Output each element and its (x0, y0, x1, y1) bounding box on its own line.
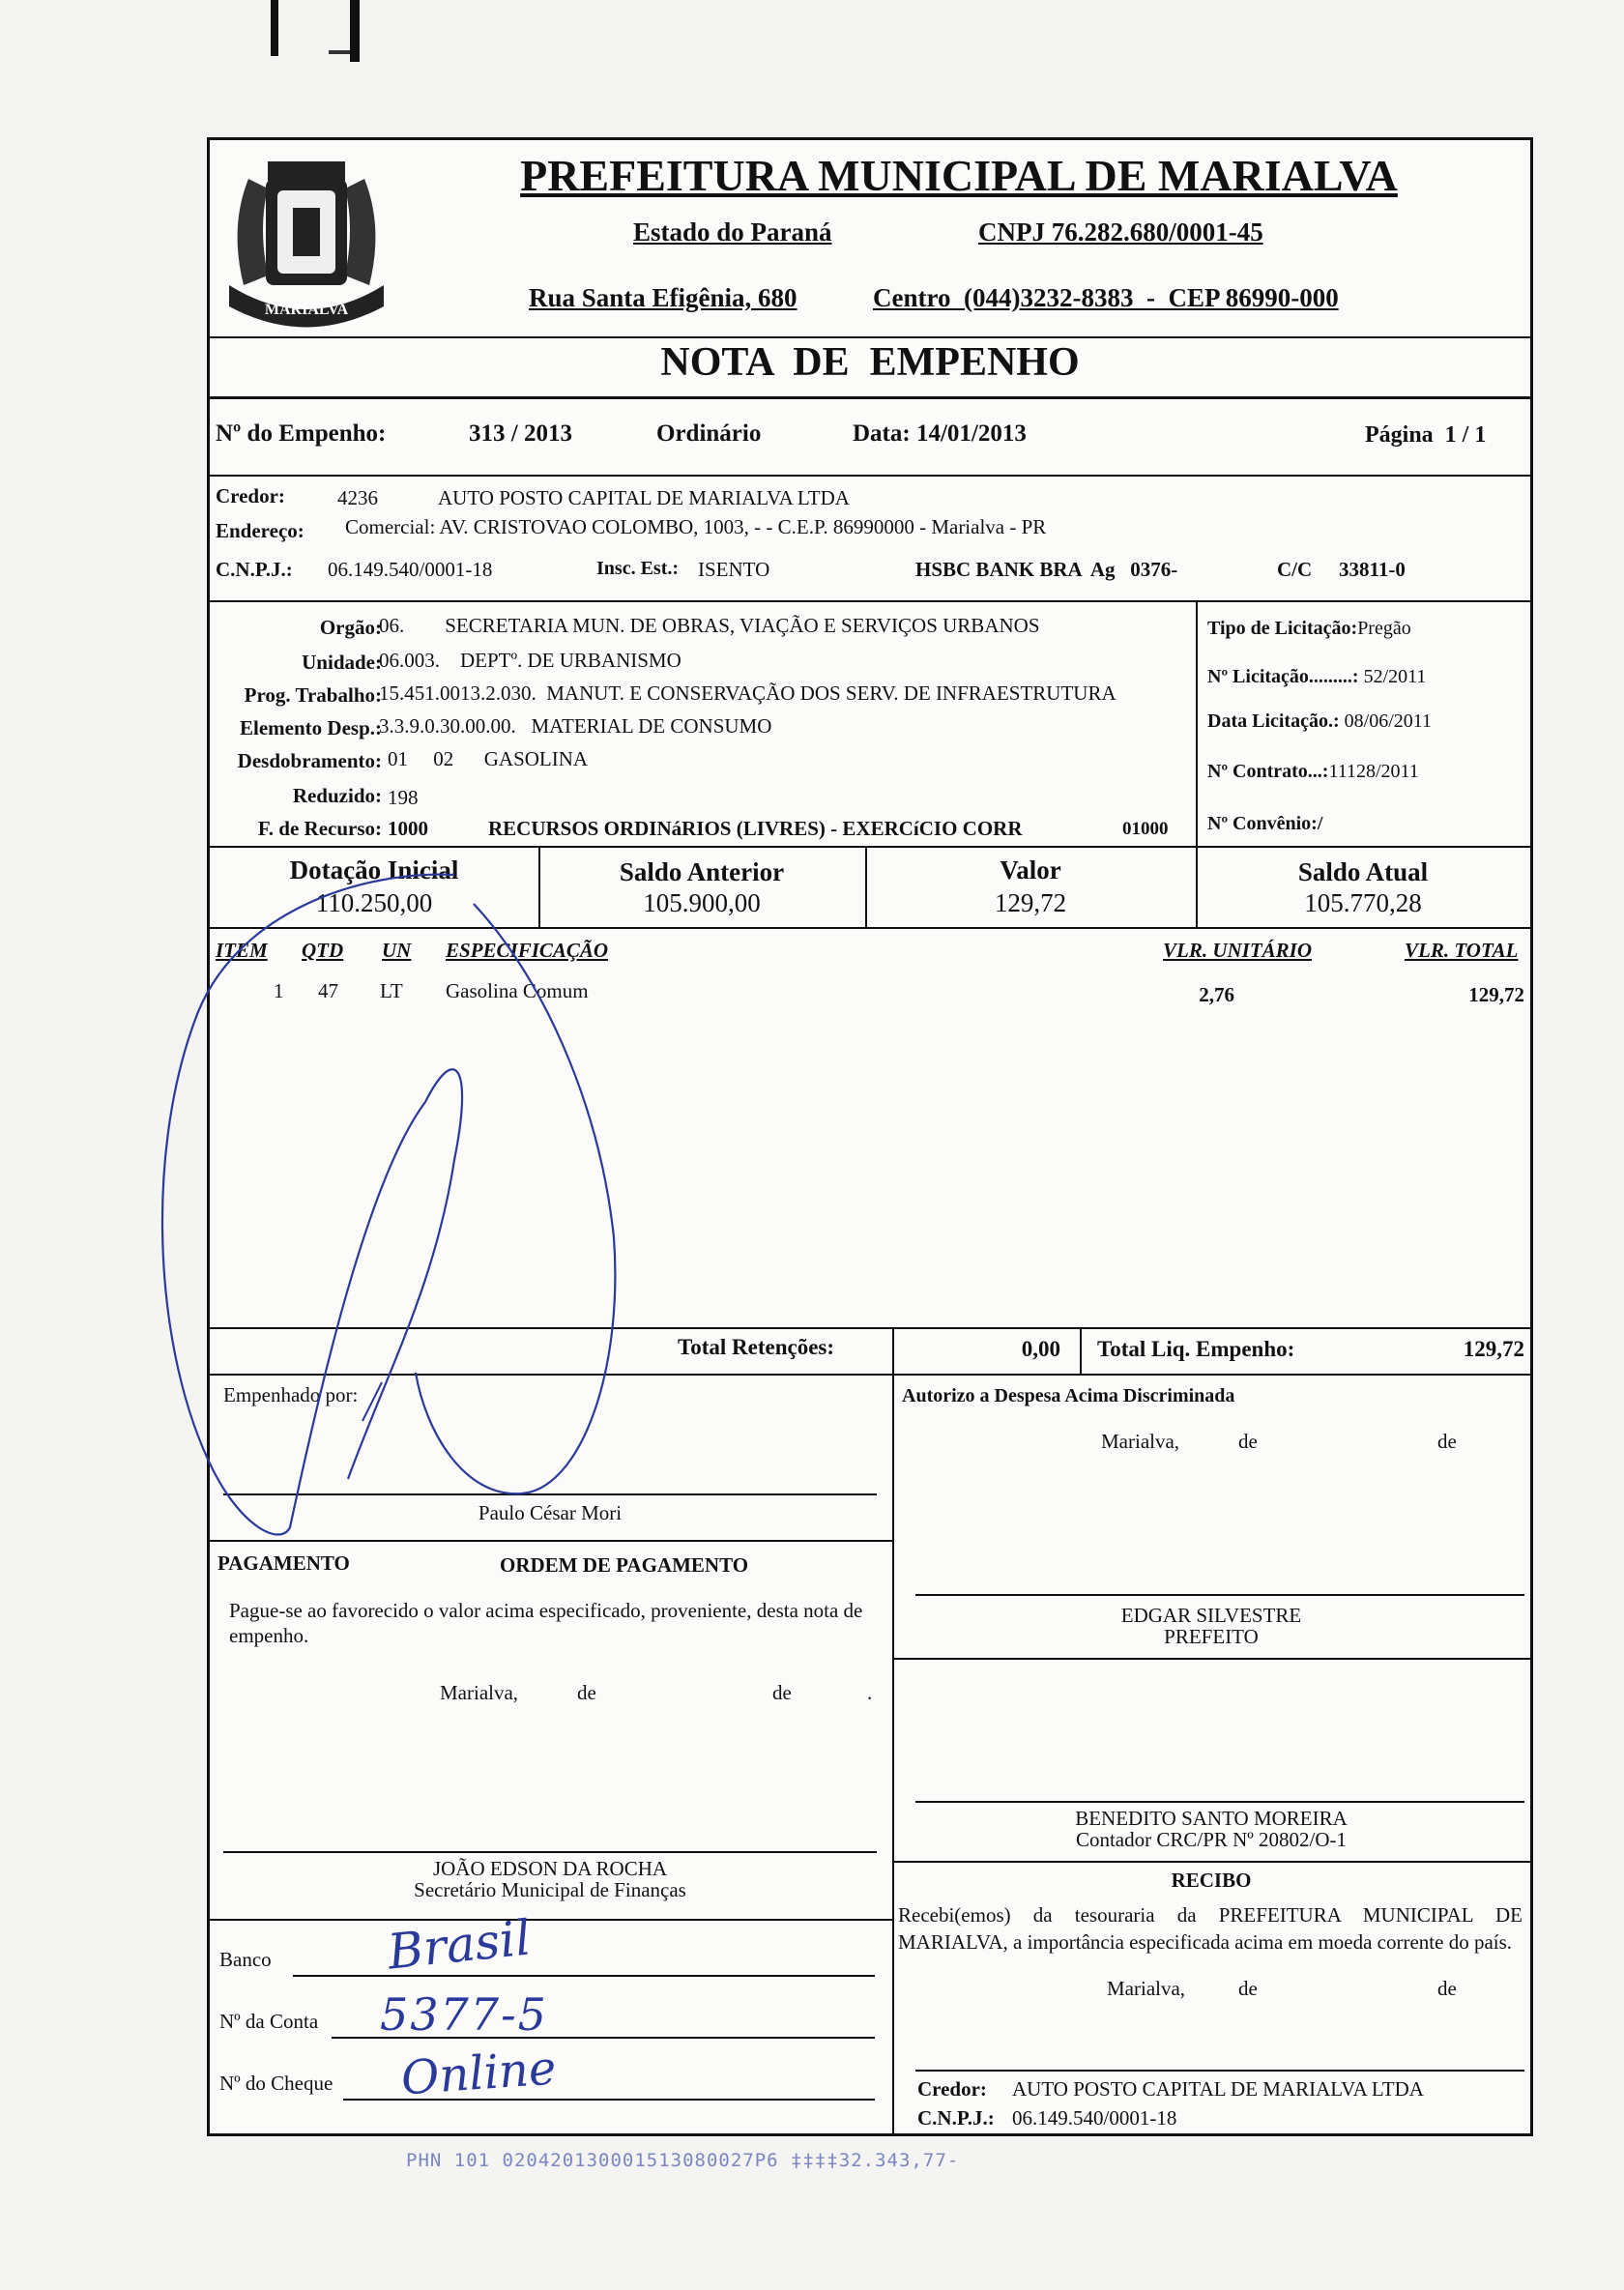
prog-label: Prog. Trabalho: (244, 683, 382, 707)
recibo-cnpj-value: 06.149.540/0001-18 (1012, 2106, 1177, 2130)
item-number: 1 (274, 979, 284, 1002)
pagamento-text: Pague-se ao favorecido o valor acima especificado, proveniente, desta nota de empenho. (229, 1599, 863, 1647)
conta-label: Nº da Conta (219, 2010, 319, 2033)
endereco-label: Endereço: (216, 519, 304, 542)
dotacao-inicial-label: Dotação Inicial (289, 855, 459, 884)
credor-address: Comercial: AV. CRISTOVAO COLOMBO, 1003, - - C.E.P. 86990000 - Marialva - PR (345, 515, 1047, 538)
credor-cnpj: 06.149.540/0001-18 (328, 558, 493, 581)
prefeito-name: EDGAR SILVESTRE (1120, 1604, 1302, 1627)
recibo-credor-label: Credor: (917, 2077, 987, 2101)
state-name: Estado do Paraná (633, 217, 832, 246)
pagamento-label: PAGAMENTO (218, 1551, 350, 1575)
cheque-handwritten: Online (399, 2041, 559, 2106)
svg-text:MARIALVA: MARIALVA (264, 302, 349, 318)
item-espec: Gasolina Comum (446, 979, 589, 1002)
conta-handwritten: 5377-5 (380, 1988, 548, 2041)
col-un: UN (382, 939, 412, 962)
dotacao-inicial-value: 110.250,00 (315, 888, 433, 917)
recurso-num: 01000 (1122, 819, 1169, 839)
secretario-role: Secretário Municipal de Finanças (414, 1878, 686, 1901)
reduzido-label: Reduzido: (292, 784, 382, 807)
pagamento-dot: . (867, 1681, 873, 1704)
recurso-label: F. de Recurso: (257, 817, 382, 840)
col-vlr-total: VLR. TOTAL (1405, 939, 1519, 962)
recibo-de1: de (1238, 1977, 1258, 2000)
street-address: Rua Santa Efigênia, 680 (529, 283, 798, 312)
valor-value: 129,72 (994, 888, 1067, 917)
ordem-pagamento-label: ORDEM DE PAGAMENTO (500, 1553, 749, 1577)
autorizo-place: Marialva, (1101, 1430, 1180, 1453)
insc-label: Insc. Est.: (596, 558, 680, 579)
col-item: ITEM (216, 939, 268, 962)
liq-empenho-value: 129,72 (1463, 1337, 1524, 1361)
pagamento-place: Marialva, (440, 1681, 519, 1704)
unidade-label: Unidade: (302, 651, 382, 674)
pagamento-de1: de (577, 1681, 596, 1704)
empenho-label: Nº do Empenho: (216, 420, 387, 447)
saldo-atual-value: 105.770,28 (1304, 888, 1422, 917)
pagamento-de2: de (772, 1681, 792, 1704)
contador-name: BENEDITO SANTO MOREIRA (1075, 1807, 1348, 1830)
banco-handwritten: Brasil (385, 1909, 534, 1981)
cc-value: 33811-0 (1339, 558, 1406, 581)
autorizo-de2: de (1437, 1430, 1457, 1453)
contador-role: Contador CRC/PR Nº 20802/O-1 (1075, 1828, 1348, 1851)
elemento-value: 3.3.9.0.30.00.00. MATERIAL DE CONSUMO (379, 714, 772, 738)
retencoes-label: Total Retenções: (678, 1335, 835, 1359)
recibo-label: RECIBO (1171, 1869, 1252, 1892)
tipo-licitacao: Tipo de Licitação:Pregão (1207, 618, 1411, 639)
retencoes-value: 0,00 (1021, 1337, 1060, 1361)
reduzido-value: 198 (388, 786, 419, 809)
prefeito-role: PREFEITO (1164, 1625, 1259, 1648)
item-qtd: 47 (318, 979, 338, 1002)
credor-label: Credor: (216, 484, 285, 507)
data-licitacao: Data Licitação.: 08/06/2011 (1207, 710, 1433, 732)
micr-line: PHN 101 020420130001513080027P6 ‡‡‡‡32.343,77- (406, 2150, 960, 2171)
bank-info: HSBC BANK BRA Ag 0376- (915, 558, 1178, 581)
liq-empenho-label: Total Liq. Empenho: (1097, 1337, 1295, 1361)
recibo-de2: de (1437, 1977, 1457, 2000)
empenhado-name: Paulo César Mori (478, 1501, 623, 1524)
credor-name: AUTO POSTO CAPITAL DE MARIALVA LTDA (438, 486, 850, 509)
autorizo-de1: de (1238, 1430, 1258, 1453)
secretario-name: JOÃO EDSON DA ROCHA (432, 1857, 668, 1880)
cnpj-label: C.N.P.J.: (216, 558, 293, 581)
recibo-text: Recebi(emos) da tesouraria da PREFEITURA MUNICIPAL DE MARIALVA, a importância especificada acima em moeda corrente do país. (898, 1903, 1522, 1954)
col-vlr-unitario: VLR. UNITÁRIO (1163, 939, 1313, 962)
empenhado-label: Empenhado por: (223, 1383, 359, 1406)
page-number: Página 1 / 1 (1365, 422, 1487, 448)
unidade-value: 06.003. DEPTº. DE URBANISMO (379, 649, 682, 672)
col-especificacao: ESPECIFICAÇÃO (446, 939, 609, 962)
credor-code: 4236 (337, 486, 378, 509)
cheque-label: Nº do Cheque (219, 2072, 334, 2095)
desdobramento-label: Desdobramento: (237, 749, 382, 772)
valor-label: Valor (1000, 855, 1061, 884)
empenho-date: Data: 14/01/2013 (853, 420, 1027, 447)
prog-value: 15.451.0013.2.030. MANUT. E CONSERVAÇÃO DOS SERV. DE INFRAESTRUTURA (379, 681, 1116, 705)
empenho-type: Ordinário (656, 420, 762, 447)
num-convenio: Nº Convênio:/ (1207, 813, 1323, 834)
item-unit-value: 2,76 (1199, 983, 1234, 1006)
item-total-value: 129,72 (1468, 983, 1524, 1006)
recibo-credor-name: AUTO POSTO CAPITAL DE MARIALVA LTDA (1012, 2077, 1424, 2101)
num-contrato: Nº Contrato...:11128/2011 (1207, 761, 1419, 782)
address-contact: Centro (044)3232-8383 - CEP 86990-000 (873, 283, 1339, 312)
item-un: LT (380, 979, 403, 1002)
municipality-title: PREFEITURA MUNICIPAL DE MARIALVA (520, 151, 1398, 200)
document-title: NOTA DE EMPENHO (660, 340, 1080, 385)
elemento-label: Elemento Desp.: (240, 716, 382, 739)
orgao-value: 06. SECRETARIA MUN. DE OBRAS, VIAÇÃO E SERVIÇOS URBANOS (379, 614, 1040, 637)
recurso-code: 1000 (388, 817, 428, 840)
banco-label: Banco (219, 1948, 272, 1971)
recurso-desc: RECURSOS ORDINáRIOS (LIVRES) - EXERCíCIO CORR (488, 817, 1023, 840)
autorizo-label: Autorizo a Despesa Acima Discriminada (902, 1385, 1235, 1406)
num-licitacao: Nº Licitação.........: 52/2011 (1207, 666, 1427, 687)
saldo-anterior-label: Saldo Anterior (619, 857, 785, 886)
col-qtd: QTD (302, 939, 344, 962)
saldo-anterior-value: 105.900,00 (643, 888, 761, 917)
recibo-place: Marialva, (1107, 1977, 1186, 2000)
saldo-atual-label: Saldo Atual (1297, 857, 1429, 886)
desdobramento-value: 01 02 GASOLINA (388, 747, 589, 770)
recibo-cnpj-label: C.N.P.J.: (917, 2106, 995, 2130)
cc-label: C/C (1277, 558, 1313, 581)
orgao-label: Orgão: (319, 616, 382, 639)
insc-value: ISENTO (698, 558, 770, 581)
cnpj-header: CNPJ 76.282.680/0001-45 (978, 217, 1263, 246)
empenho-number: 313 / 2013 (469, 420, 572, 447)
